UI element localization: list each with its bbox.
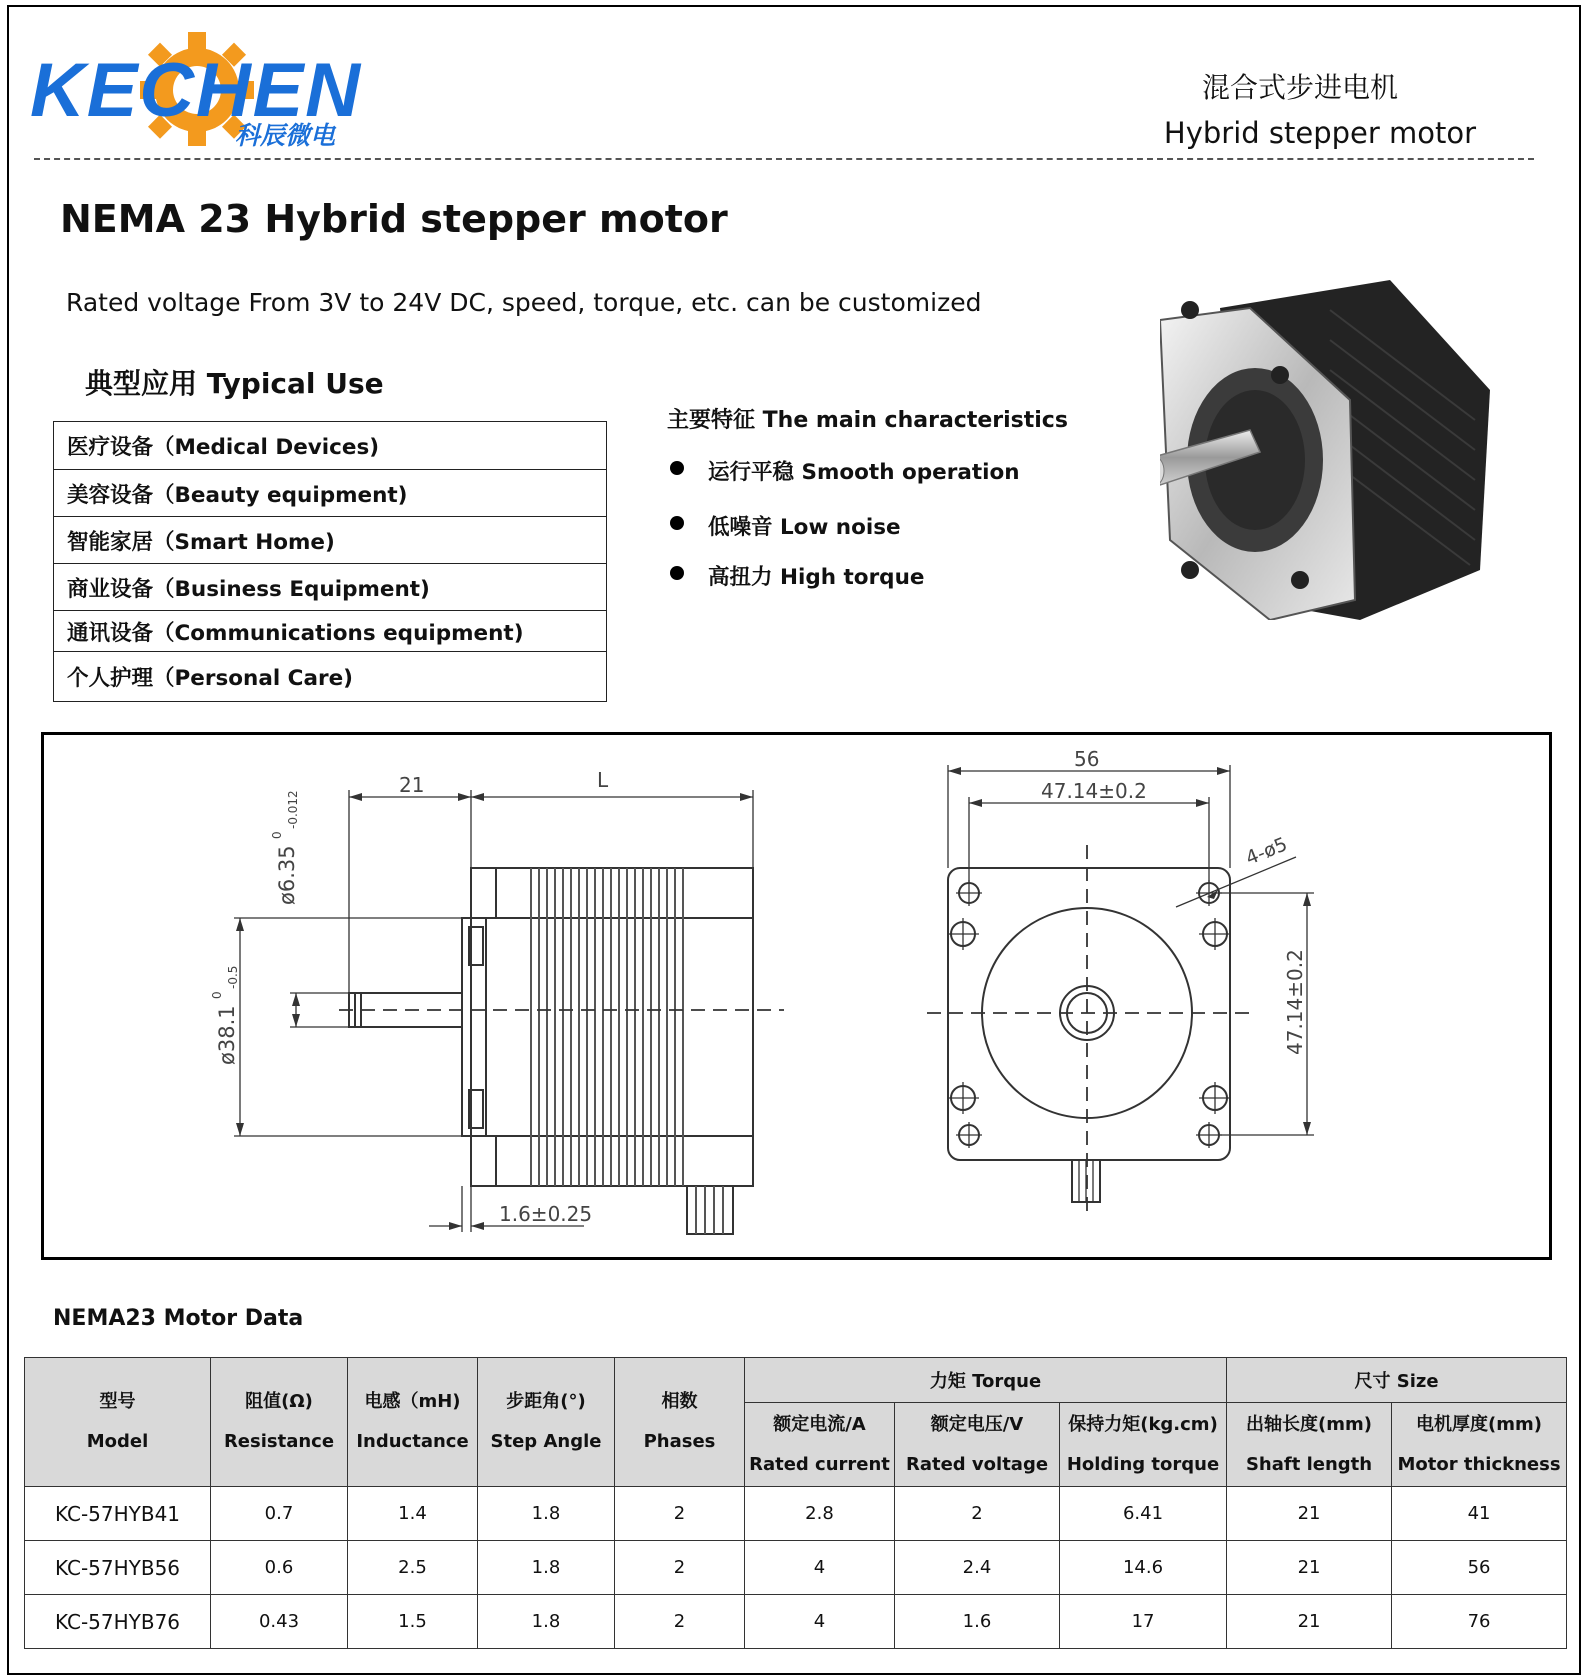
cell-step-angle: 1.8 [478,1487,615,1541]
col-header-holding-torque: 保持力矩(kg.cm) Holding torque [1060,1403,1227,1487]
cell-holding-torque: 17 [1060,1595,1227,1649]
bullet-icon [670,516,684,530]
cell-rated-voltage: 2 [895,1487,1060,1541]
bullet-icon [670,566,684,580]
feature-item: 运行平稳 Smooth operation [670,455,1020,486]
cell-step-angle: 1.8 [478,1595,615,1649]
col-header-step-angle: 步距角(°) Step Angle [478,1358,615,1487]
motor-data-table [24,1357,1567,1649]
header-divider [34,158,1534,160]
col-header-rated-current: 额定电流/A Rated current [745,1403,895,1487]
page-subtitle: Rated voltage From 3V to 24V DC, speed, torque, etc. can be customized [66,288,982,317]
typical-use-table [53,421,607,702]
col-group-size: 尺寸 Size [1227,1358,1567,1403]
list-item: 个人护理（Personal Care) [67,666,353,691]
col-header-phases: 相数 Phases [615,1358,745,1487]
col-header-rated-voltage: 额定电压/V Rated voltage [895,1403,1060,1487]
svg-text:ø38.1: ø38.1 [215,1005,239,1065]
cell-shaft-length: 21 [1227,1541,1392,1595]
svg-text:47.14±0.2: 47.14±0.2 [1041,779,1147,803]
cell-model: KC-57HYB76 [25,1595,211,1649]
cell-motor-thickness: 56 [1392,1541,1567,1595]
svg-text:21: 21 [399,773,425,797]
cell-rated-current: 4 [745,1595,895,1649]
svg-text:47.14±0.2: 47.14±0.2 [1283,949,1307,1055]
col-header-resistance: 阻值(Ω) Resistance [211,1358,348,1487]
technical-drawing [41,732,1552,1260]
cell-holding-torque: 14.6 [1060,1541,1227,1595]
kechen-logo [30,18,390,148]
cell-model: KC-57HYB41 [25,1487,211,1541]
cell-shaft-length: 21 [1227,1487,1392,1541]
list-item: 医疗设备（Medical Devices) [54,422,607,470]
cell-model: KC-57HYB56 [25,1541,211,1595]
cell-inductance: 1.4 [348,1487,478,1541]
svg-text:-0.012: -0.012 [286,790,300,829]
cell-rated-current: 2.8 [745,1487,895,1541]
col-header-model: 型号 Model [25,1358,211,1487]
cell-inductance: 2.5 [348,1541,478,1595]
list-item: 美容设备（Beauty equipment) [54,470,607,517]
svg-text:1.6±0.25: 1.6±0.25 [499,1202,593,1226]
list-item: 通讯设备（Communications equipment) [54,611,607,652]
cell-phases: 2 [615,1487,745,1541]
cell-resistance: 0.7 [211,1487,348,1541]
cell-resistance: 0.6 [211,1541,348,1595]
col-header-shaft-length: 出轴长度(mm) Shaft length [1227,1403,1392,1487]
svg-text:ø6.35: ø6.35 [275,845,299,905]
svg-text:4-ø5: 4-ø5 [1242,833,1291,870]
cell-rated-current: 4 [745,1541,895,1595]
svg-text:56: 56 [1074,747,1100,771]
svg-text:科辰微电: 科辰微电 [235,121,336,148]
bullet-icon [670,461,684,475]
svg-text:-0.5: -0.5 [226,965,240,989]
col-group-torque: 力矩 Torque [745,1358,1227,1403]
cell-phases: 2 [615,1595,745,1649]
typical-use-heading: 典型应用 Typical Use [85,367,384,400]
cell-rated-voltage: 1.6 [895,1595,1060,1649]
drawing-svg [44,735,1555,1263]
page-title: NEMA 23 Hybrid stepper motor [60,197,728,241]
cell-resistance: 0.43 [211,1595,348,1649]
table-row [25,1487,1567,1541]
cell-rated-voltage: 2.4 [895,1541,1060,1595]
motor-photo [1160,280,1490,620]
col-header-inductance: 电感（mH) Inductance [348,1358,478,1487]
svg-text:L: L [597,768,609,792]
cell-motor-thickness: 76 [1392,1595,1567,1649]
cell-shaft-length: 21 [1227,1595,1392,1649]
cell-step-angle: 1.8 [478,1541,615,1595]
list-item: 商业设备（Business Equipment) [54,564,607,611]
cell-motor-thickness: 41 [1392,1487,1567,1541]
cell-inductance: 1.5 [348,1595,478,1649]
feature-item: 低噪音 Low noise [670,510,901,541]
svg-text:0: 0 [270,831,284,839]
feature-item: 高扭力 High torque [670,560,924,591]
cell-phases: 2 [615,1541,745,1595]
col-header-motor-thickness: 电机厚度(mm) Motor thickness [1392,1403,1567,1487]
svg-text:KECHEN: KECHEN [30,48,360,133]
table-row [25,1541,1567,1595]
header-title-en: Hybrid stepper motor [1163,116,1477,150]
motor-data-heading: NEMA23 Motor Data [53,1306,304,1331]
characteristics-heading: 主要特征 The main characteristics [667,408,1068,433]
header-title-cn: 混合式步进电机 [1201,71,1398,104]
list-item: 智能家居（Smart Home) [54,517,607,564]
table-row [25,1595,1567,1649]
cell-holding-torque: 6.41 [1060,1487,1227,1541]
svg-text:0: 0 [210,991,224,999]
